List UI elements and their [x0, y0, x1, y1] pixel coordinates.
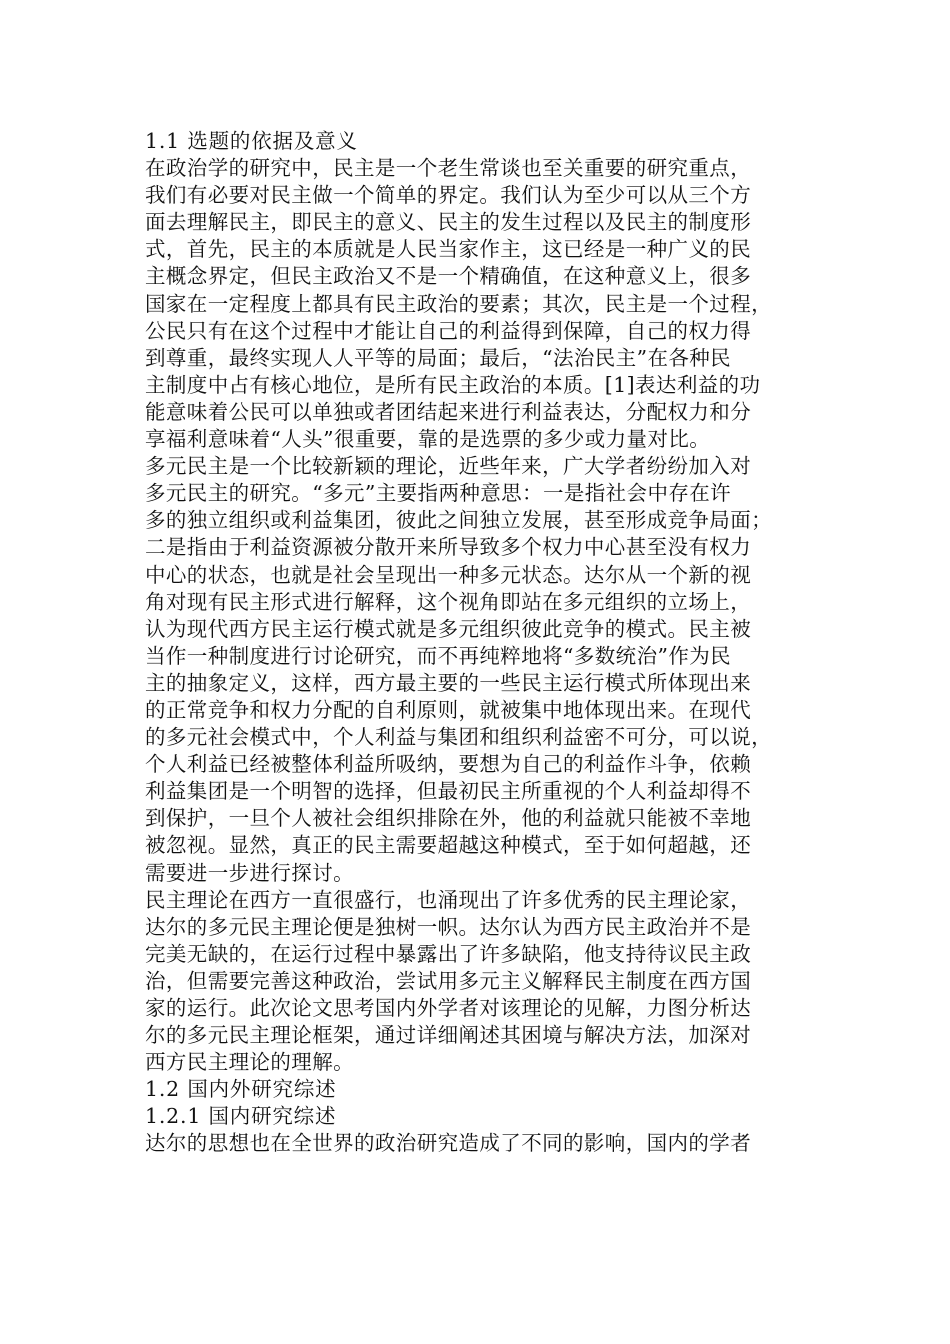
paragraph-line: 到保护，一旦个人被社会组织排除在外，他的利益就只能被不幸地 — [145, 806, 752, 831]
paragraph-line: 需要进一步进行探讨。 — [145, 860, 354, 885]
paragraph-line: 尔的多元民主理论框架，通过详细阐述其困境与解决方法，加深对 — [145, 1023, 752, 1048]
paragraph-line: 民主理论在西方一直很盛行，也涌现出了许多优秀的民主理论家， — [145, 887, 752, 912]
section-heading: 1.2.1 国内研究综述 — [145, 1104, 337, 1129]
paragraph-line: 多的独立组织或利益集团，彼此之间独立发展，甚至形成竞争局面； — [145, 508, 772, 533]
paragraph-line: 主概念界定，但民主政治又不是一个精确值，在这种意义上，很多 — [145, 264, 752, 289]
paragraph-line: 能意味着公民可以单独或者团结起来进行利益表达，分配权力和分 — [145, 399, 752, 424]
paragraph-line: 主的抽象定义，这样，西方最主要的一些民主运行模式所体现出来 — [145, 670, 752, 695]
paragraph-line: 家的运行。此次论文思考国内外学者对该理论的见解，力图分析达 — [145, 996, 752, 1020]
paragraph-line: 被忽视。显然，真正的民主需要超越这种模式，至于如何超越，还 — [145, 833, 752, 858]
paragraph-line: 的多元社会模式中，个人利益与集团和组织利益密不可分，可以说， — [145, 725, 772, 750]
paragraph-line: 中心的状态，也就是社会呈现出一种多元状态。达尔从一个新的视 — [145, 562, 752, 587]
paragraph-line: 面去理解民主，即民主的意义、民主的发生过程以及民主的制度形 — [145, 210, 752, 235]
section-heading: 1.2 国内外研究综述 — [145, 1077, 337, 1102]
paragraph-line: 公民只有在这个过程中才能让自己的利益得到保障，自己的权力得 — [145, 318, 752, 343]
paragraph-line: 在政治学的研究中，民主是一个老生常谈也至关重要的研究重点， — [145, 156, 752, 181]
paragraph-line: 式，首先，民主的本质就是人民当家作主，这已经是一种广义的民 — [145, 237, 752, 262]
paragraph-line: 享福利意味着“人头”很重要，靠的是选票的多少或力量对比。 — [145, 427, 711, 452]
paragraph-line: 西方民主理论的理解。 — [145, 1050, 354, 1075]
paragraph-line: 多元民主是一个比较新颖的理论，近些年来，广大学者纷纷加入对 — [145, 454, 752, 479]
paragraph-line: 到尊重，最终实现人人平等的局面；最后，“法治民主”在各种民 — [145, 345, 732, 370]
document-page — [145, 128, 825, 1158]
paragraph-line: 利益集团是一个明智的选择，但最初民主所重视的个人利益却得不 — [145, 779, 752, 804]
paragraph-line: 国家在一定程度上都具有民主政治的要素；其次，民主是一个过程， — [145, 291, 772, 316]
paragraph-line: 治，但需要完善这种政治，尝试用多元主义解释民主制度在西方国 — [145, 968, 752, 993]
paragraph-line: 达尔的多元民主理论便是独树一帜。达尔认为西方民主政治并不是 — [145, 914, 752, 939]
paragraph-line: 达尔的思想也在全世界的政治研究造成了不同的影响，国内的学者 — [145, 1131, 752, 1156]
paragraph-line: 认为现代西方民主运行模式就是多元组织彼此竞争的模式。民主被 — [145, 616, 752, 641]
paragraph-line: 个人利益已经被整体利益所吸纳，要想为自己的利益作斗争，依赖 — [145, 752, 752, 777]
paragraph-line: 完美无缺的，在运行过程中暴露出了许多缺陷，他支持待议民主政 — [145, 941, 752, 966]
paragraph-line: 多元民主的研究。“多元”主要指两种意思：一是指社会中存在许 — [145, 481, 732, 506]
paragraph-line: 的正常竞争和权力分配的自利原则，就被集中地体现出来。在现代 — [145, 697, 752, 722]
section-heading: 1.1 选题的依据及意义 — [145, 129, 358, 153]
paragraph-line: 二是指由于利益资源被分散开来所导致多个权力中心甚至没有权力 — [145, 535, 752, 560]
paragraph-line: 当作一种制度进行讨论研究，而不再纯粹地将“多数统治”作为民 — [145, 643, 732, 668]
paragraph-line: 我们有必要对民主做一个简单的界定。我们认为至少可以从三个方 — [145, 183, 752, 208]
paragraph-line: 角对现有民主形式进行解释，这个视角即站在多元组织的立场上， — [145, 589, 752, 614]
paragraph-line: 主制度中占有核心地位，是所有民主政治的本质。[1]表达利益的功 — [145, 372, 761, 397]
